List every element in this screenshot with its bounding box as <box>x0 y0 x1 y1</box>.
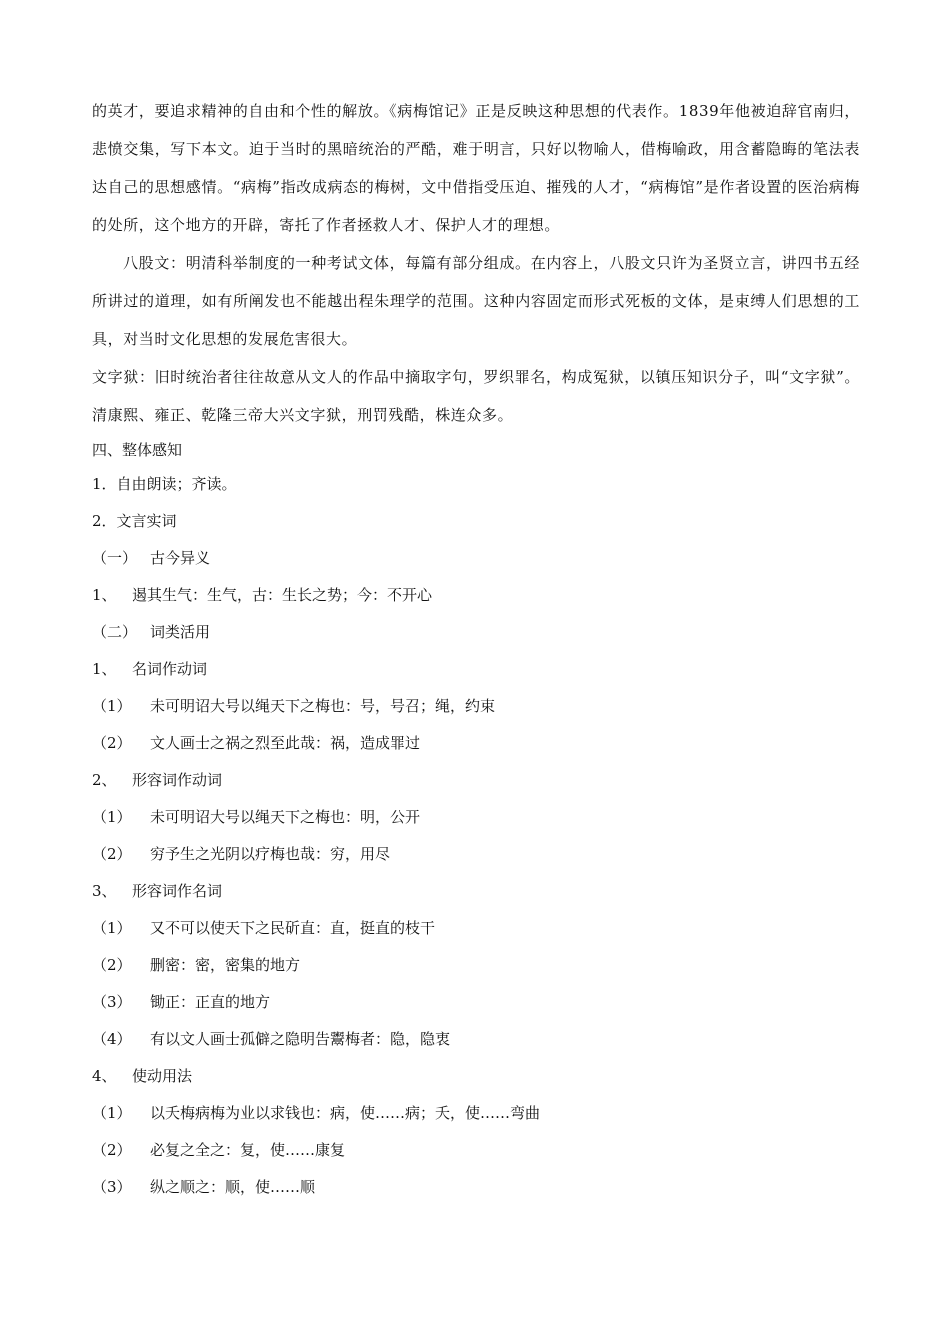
subsection-heading <box>92 614 860 651</box>
list-item <box>92 725 860 762</box>
item-number: （4） <box>92 1030 132 1048</box>
item-number: （1） <box>92 697 132 715</box>
list-item <box>92 577 860 614</box>
list-item <box>92 836 860 873</box>
item-text: 有以文人画士孤僻之隐明告鬻梅者：隐，隐衷 <box>150 1030 451 1048</box>
item-text: 穷予生之光阴以疗梅也哉：穷，用尽 <box>150 845 391 863</box>
list-item <box>92 1021 860 1058</box>
item-text: 又不可以使天下之民斫直：直，挺直的枝干 <box>150 919 436 937</box>
item-number: 1、 <box>92 586 117 604</box>
item-text: 遏其生气：生气，古：生长之势；今：不开心 <box>132 586 433 604</box>
list-item <box>92 910 860 947</box>
group-number: 4、 <box>92 1067 117 1085</box>
item-text: 文人画士之祸之烈至此哉：祸，造成罪过 <box>150 734 421 752</box>
group-number: 2、 <box>92 771 117 789</box>
section-heading: 四、整体感知 <box>92 441 183 459</box>
group-number: 1、 <box>92 660 117 678</box>
group-title: 形容词作名词 <box>132 882 223 900</box>
item-number: （1） <box>92 808 132 826</box>
group-heading <box>92 762 860 799</box>
group-title: 使动用法 <box>132 1067 193 1085</box>
item-number: （1） <box>92 919 132 937</box>
item-text: 未可明诏大号以绳天下之梅也：明，公开 <box>150 808 421 826</box>
group-title: 形容词作动词 <box>132 771 223 789</box>
item-number: （3） <box>92 1178 132 1196</box>
document-page <box>92 92 860 1206</box>
item-number: （1） <box>92 1104 132 1122</box>
subsection-title: 古今异义 <box>150 549 211 567</box>
list-item: 1．自由朗读；齐读。 <box>92 475 237 493</box>
list-item <box>92 1132 860 1169</box>
item-text: 以夭梅病梅为业以求钱也：病，使……病；夭，使……弯曲 <box>150 1104 541 1122</box>
item-text: 必复之全之：复，使……康复 <box>150 1141 346 1159</box>
subsection-heading <box>92 540 860 577</box>
item-number: （2） <box>92 734 132 752</box>
item-text: 删密：密，密集的地方 <box>150 956 301 974</box>
list-item <box>92 1095 860 1132</box>
item-number: （2） <box>92 1141 132 1159</box>
wenziyu-paragraph: 文字狱：旧时统治者往往故意从文人的作品中摘取字句，罗织罪名，构成冤狱，以镇压知识分子，叫“文字狱”。清康熙、雍正、乾隆三帝大兴文字狱，刑罚残酷，株连众多。 <box>92 368 860 424</box>
item-text: 未可明诏大号以绳天下之梅也：号，号召；绳，约束 <box>150 697 496 715</box>
group-heading <box>92 1058 860 1095</box>
item-text: 锄正：正直的地方 <box>150 993 271 1011</box>
list-item <box>92 799 860 836</box>
intro-paragraph: 的英才，要追求精神的自由和个性的解放。《病梅馆记》正是反映这种思想的代表作。1839年他被迫辞官南归，悲愤交集，写下本文。迫于当时的黑暗统治的严酷，难于明言，只好以物喻人，借梅喻政，用含蓄隐晦的笔法表达自己的思想感情。“病梅”指改成病态的梅树，文中借指受压迫、摧残的人才，“病梅馆”是作者设置的医治病梅的处所，这个地方的开辟，寄托了作者拯救人才、保护人才的理想。 <box>92 102 860 234</box>
baguwen-paragraph: 八股文：明清科举制度的一种考试文体，每篇有部分组成。在内容上，八股文只许为圣贤立言，讲四书五经所讲过的道理，如有所阐发也不能越出程朱理学的范围。这种内容固定而形式死板的文体，是束缚人们思想的工具，对当时文化思想的发展危害很大。 <box>92 254 860 348</box>
subsection-title: 词类活用 <box>150 623 211 641</box>
item-text: 纵之顺之：顺，使……顺 <box>150 1178 316 1196</box>
item-number: （2） <box>92 845 132 863</box>
list-item <box>92 947 860 984</box>
item-number: （3） <box>92 993 132 1011</box>
list-item <box>92 984 860 1021</box>
group-heading <box>92 651 860 688</box>
list-item <box>92 688 860 725</box>
subsection-number: （一） <box>92 549 138 567</box>
group-number: 3、 <box>92 882 117 900</box>
list-item: 2．文言实词 <box>92 512 177 530</box>
list-item <box>92 1169 860 1206</box>
item-number: （2） <box>92 956 132 974</box>
subsection-number: （二） <box>92 623 138 641</box>
group-title: 名词作动词 <box>132 660 208 678</box>
group-heading <box>92 873 860 910</box>
